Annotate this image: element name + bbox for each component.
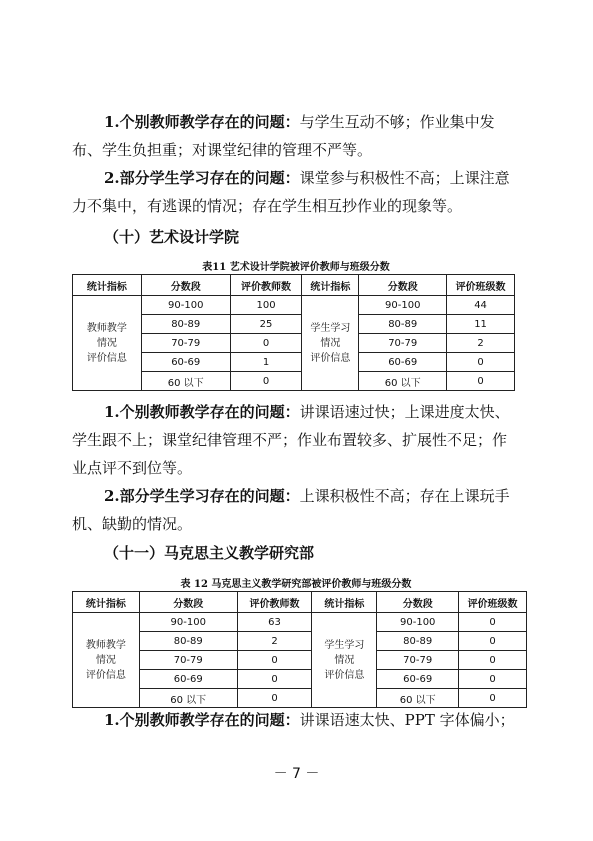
header-cell: 评价班级数 (459, 592, 527, 613)
table-row: 70-79 0 70-79 0 (73, 651, 527, 670)
header-cell: 统计指标 (73, 592, 140, 613)
section-heading-art-design: （十）艺术设计学院 (104, 228, 240, 246)
page-number: － 7 － (273, 766, 320, 782)
paragraph-teacher-issues-1: 1.个别教师教学存在的问题：与学生互动不够；作业集中发布、学生负担重；对课堂纪律的管理不严等。 (72, 113, 495, 159)
table-header-row (73, 592, 527, 613)
table-row: 80-89 25 80-89 11 (73, 315, 515, 334)
table-row: 教师教学 情况 评价信息 90-100 63 学生学习 情况 评价信息 90-100 0 (73, 613, 527, 632)
table-11 (72, 274, 515, 391)
table-12 (72, 591, 527, 708)
header-cell: 评价班级数 (447, 275, 515, 296)
table-12-caption: 表 12 马克思主义教学研究部被评价教师与班级分数 (180, 579, 412, 590)
table-row: 教师教学 情况 评价信息 90-100 100 学生学习 情况 评价信息 90-100 44 (73, 296, 515, 315)
paragraph-student-issues-1: 2.部分学生学习存在的问题：课堂参与积极性不高；上课注意力不集中，有逃课的情况；存在学生相互抄作业的现象等。 (72, 169, 510, 215)
teacher-label-cell: 教师教学 情况 评价信息 (73, 296, 142, 391)
table-row: 70-79 0 70-79 2 (73, 334, 515, 353)
teacher-label-cell: 教师教学 情况 评价信息 (73, 613, 140, 708)
table-row: 60-69 1 60-69 0 (73, 353, 515, 372)
section-heading-marxism: （十一）马克思主义教学研究部 (104, 544, 315, 562)
header-cell: 评价教师数 (237, 592, 312, 613)
header-cell: 分数段 (139, 592, 237, 613)
header-cell: 分数段 (141, 275, 230, 296)
student-label-cell: 学生学习 情况 评价信息 (312, 613, 377, 708)
paragraph-student-issues-2: 2.部分学生学习存在的问题：上课积极性不高；存在上课玩手机、缺勤的情况。 (72, 487, 510, 533)
header-cell: 统计指标 (302, 275, 359, 296)
table-row: 80-89 2 80-89 0 (73, 632, 527, 651)
paragraph-teacher-issues-2: 1.个别教师教学存在的问题：讲课语速过快；上课进度太快、学生跟不上；课堂纪律管理不严；作业布置较多、扩展性不足；作业点评不到位等。 (72, 403, 510, 477)
student-label-cell: 学生学习 情况 评价信息 (302, 296, 359, 391)
paragraph-teacher-issues-3: 1.个别教师教学存在的问题：讲课语速太快、PPT 字体偏小； (104, 711, 515, 729)
table-row: 60 以下 0 60 以下 0 (73, 372, 515, 391)
header-cell: 分数段 (377, 592, 459, 613)
header-cell: 统计指标 (73, 275, 142, 296)
table-header-row (73, 275, 515, 296)
header-cell: 评价教师数 (230, 275, 302, 296)
table-row: 60-69 0 60-69 0 (73, 670, 527, 689)
header-cell: 分数段 (359, 275, 447, 296)
table-row: 60 以下 0 60 以下 0 (73, 689, 527, 708)
header-cell: 统计指标 (312, 592, 377, 613)
table-11-caption: 表11 艺术设计学院被评价教师与班级分数 (202, 262, 390, 273)
